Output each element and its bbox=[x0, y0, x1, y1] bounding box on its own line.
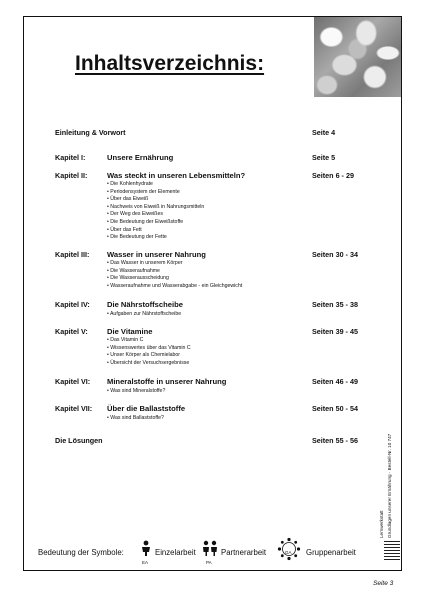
list-item: • Nachweis von Eiweiß in Nahrungsmitteln bbox=[107, 203, 205, 210]
entry-pages: Seite 5 bbox=[312, 153, 336, 162]
list-item: • Über das Fett bbox=[107, 226, 142, 233]
entry-title: Die Vitamine bbox=[107, 327, 153, 336]
entry-title: Unsere Ernährung bbox=[107, 153, 174, 162]
symbol-code-pa: PA bbox=[206, 560, 212, 565]
symbol-code-ea: EA bbox=[142, 560, 149, 565]
entry-pages: Seiten 39 - 45 bbox=[312, 327, 358, 336]
chapter-4-subitems bbox=[107, 311, 181, 319]
entry-pages: Seiten 6 - 29 bbox=[312, 171, 354, 180]
side-line-2: Grundlagen unserer Ernährung · Bestell-Nr. 10 747 bbox=[387, 433, 392, 538]
symbol-code-ga: GA bbox=[285, 550, 292, 555]
list-item: • Der Weg des Eiweißes bbox=[107, 211, 163, 218]
entry-label: Kapitel V: bbox=[55, 327, 88, 336]
entry-pages: Seiten 35 - 38 bbox=[312, 300, 358, 309]
entry-title: Was steckt in unseren Lebensmitteln? bbox=[107, 171, 246, 180]
entry-pages: Seite 4 bbox=[312, 128, 336, 137]
entry-title: Die Nährstoffscheibe bbox=[107, 300, 183, 309]
entry-pages: Seiten 55 - 56 bbox=[312, 436, 358, 445]
two-persons-icon bbox=[201, 540, 219, 556]
list-item: • Die Bedeutung der Eiweißstoffe bbox=[107, 218, 184, 225]
side-line-1: Lernwerkstatt bbox=[379, 510, 384, 538]
entry-title: Über die Ballaststoffe bbox=[107, 404, 186, 413]
list-item: • Die Wasserausscheidung bbox=[107, 275, 169, 282]
entry-label: Die Lösungen bbox=[55, 436, 103, 445]
entry-pages: Seiten 46 - 49 bbox=[312, 377, 358, 386]
list-item: • Unser Körper als Chemielabor bbox=[107, 352, 181, 359]
entry-label: Kapitel VII: bbox=[55, 404, 93, 413]
publisher-logo bbox=[384, 540, 400, 560]
entry-label: Einleitung & Vorwort bbox=[55, 128, 126, 137]
page-title: Inhaltsverzeichnis: bbox=[75, 52, 265, 75]
list-item: • Die Bedeutung der Fette bbox=[107, 234, 167, 241]
entry-title: Mineralstoffe in unserer Nahrung bbox=[107, 377, 227, 386]
group-icon bbox=[277, 537, 301, 561]
entry-pages: Seiten 50 - 54 bbox=[312, 404, 358, 413]
entry-label: Kapitel I: bbox=[55, 153, 86, 162]
list-item: • Das Vitamin C bbox=[107, 337, 144, 343]
list-item: • Periodensystem der Elemente bbox=[107, 188, 180, 195]
chapter-5-subitems bbox=[107, 337, 191, 367]
list-item: • Wasseraufnahme und Wasserabgabe - ein Gleichgewicht bbox=[107, 282, 243, 289]
entry-label: Kapitel VI: bbox=[55, 377, 91, 386]
chapter-3-subitems bbox=[107, 260, 242, 290]
single-person-icon bbox=[139, 540, 153, 556]
list-item: • Wissenswertes über das Vitamin C bbox=[107, 344, 191, 351]
chapter-7-subitems bbox=[107, 415, 164, 423]
page-number: Seite 3 bbox=[373, 580, 394, 587]
entry-label: Kapitel III: bbox=[55, 250, 90, 259]
list-item: • Die Wasseraufnahme bbox=[107, 267, 160, 274]
chapter-2-subitems bbox=[107, 181, 204, 242]
list-item: • Die Kohlenhydrate bbox=[107, 181, 153, 187]
list-item: • Was sind Ballaststoffe? bbox=[107, 415, 164, 421]
entry-pages: Seiten 30 - 34 bbox=[312, 250, 358, 259]
entry-label: Kapitel IV: bbox=[55, 300, 90, 309]
symbol-label-gruppenarbeit: Gruppenarbeit bbox=[306, 548, 356, 557]
list-item: • Was sind Mineralstoffe? bbox=[107, 388, 166, 394]
legend-intro: Bedeutung der Symbole: bbox=[38, 548, 124, 557]
entry-title: Wasser in unserer Nahrung bbox=[107, 250, 206, 259]
entry-label: Kapitel II: bbox=[55, 171, 88, 180]
list-item: • Übersicht der Versuchsergebnisse bbox=[107, 359, 190, 366]
list-item: • Über das Eiweiß bbox=[107, 196, 149, 203]
list-item: • Aufgaben zur Nährstoffscheibe bbox=[107, 311, 182, 317]
symbol-label-partnerarbeit: Partnerarbeit bbox=[221, 548, 267, 557]
list-item: • Das Wasser in unserem Körper bbox=[107, 260, 183, 266]
chapter-6-subitems bbox=[107, 388, 165, 396]
page-frame bbox=[23, 16, 402, 571]
food-photo bbox=[314, 17, 401, 97]
symbol-label-einzelarbeit: Einzelarbeit bbox=[155, 548, 196, 557]
